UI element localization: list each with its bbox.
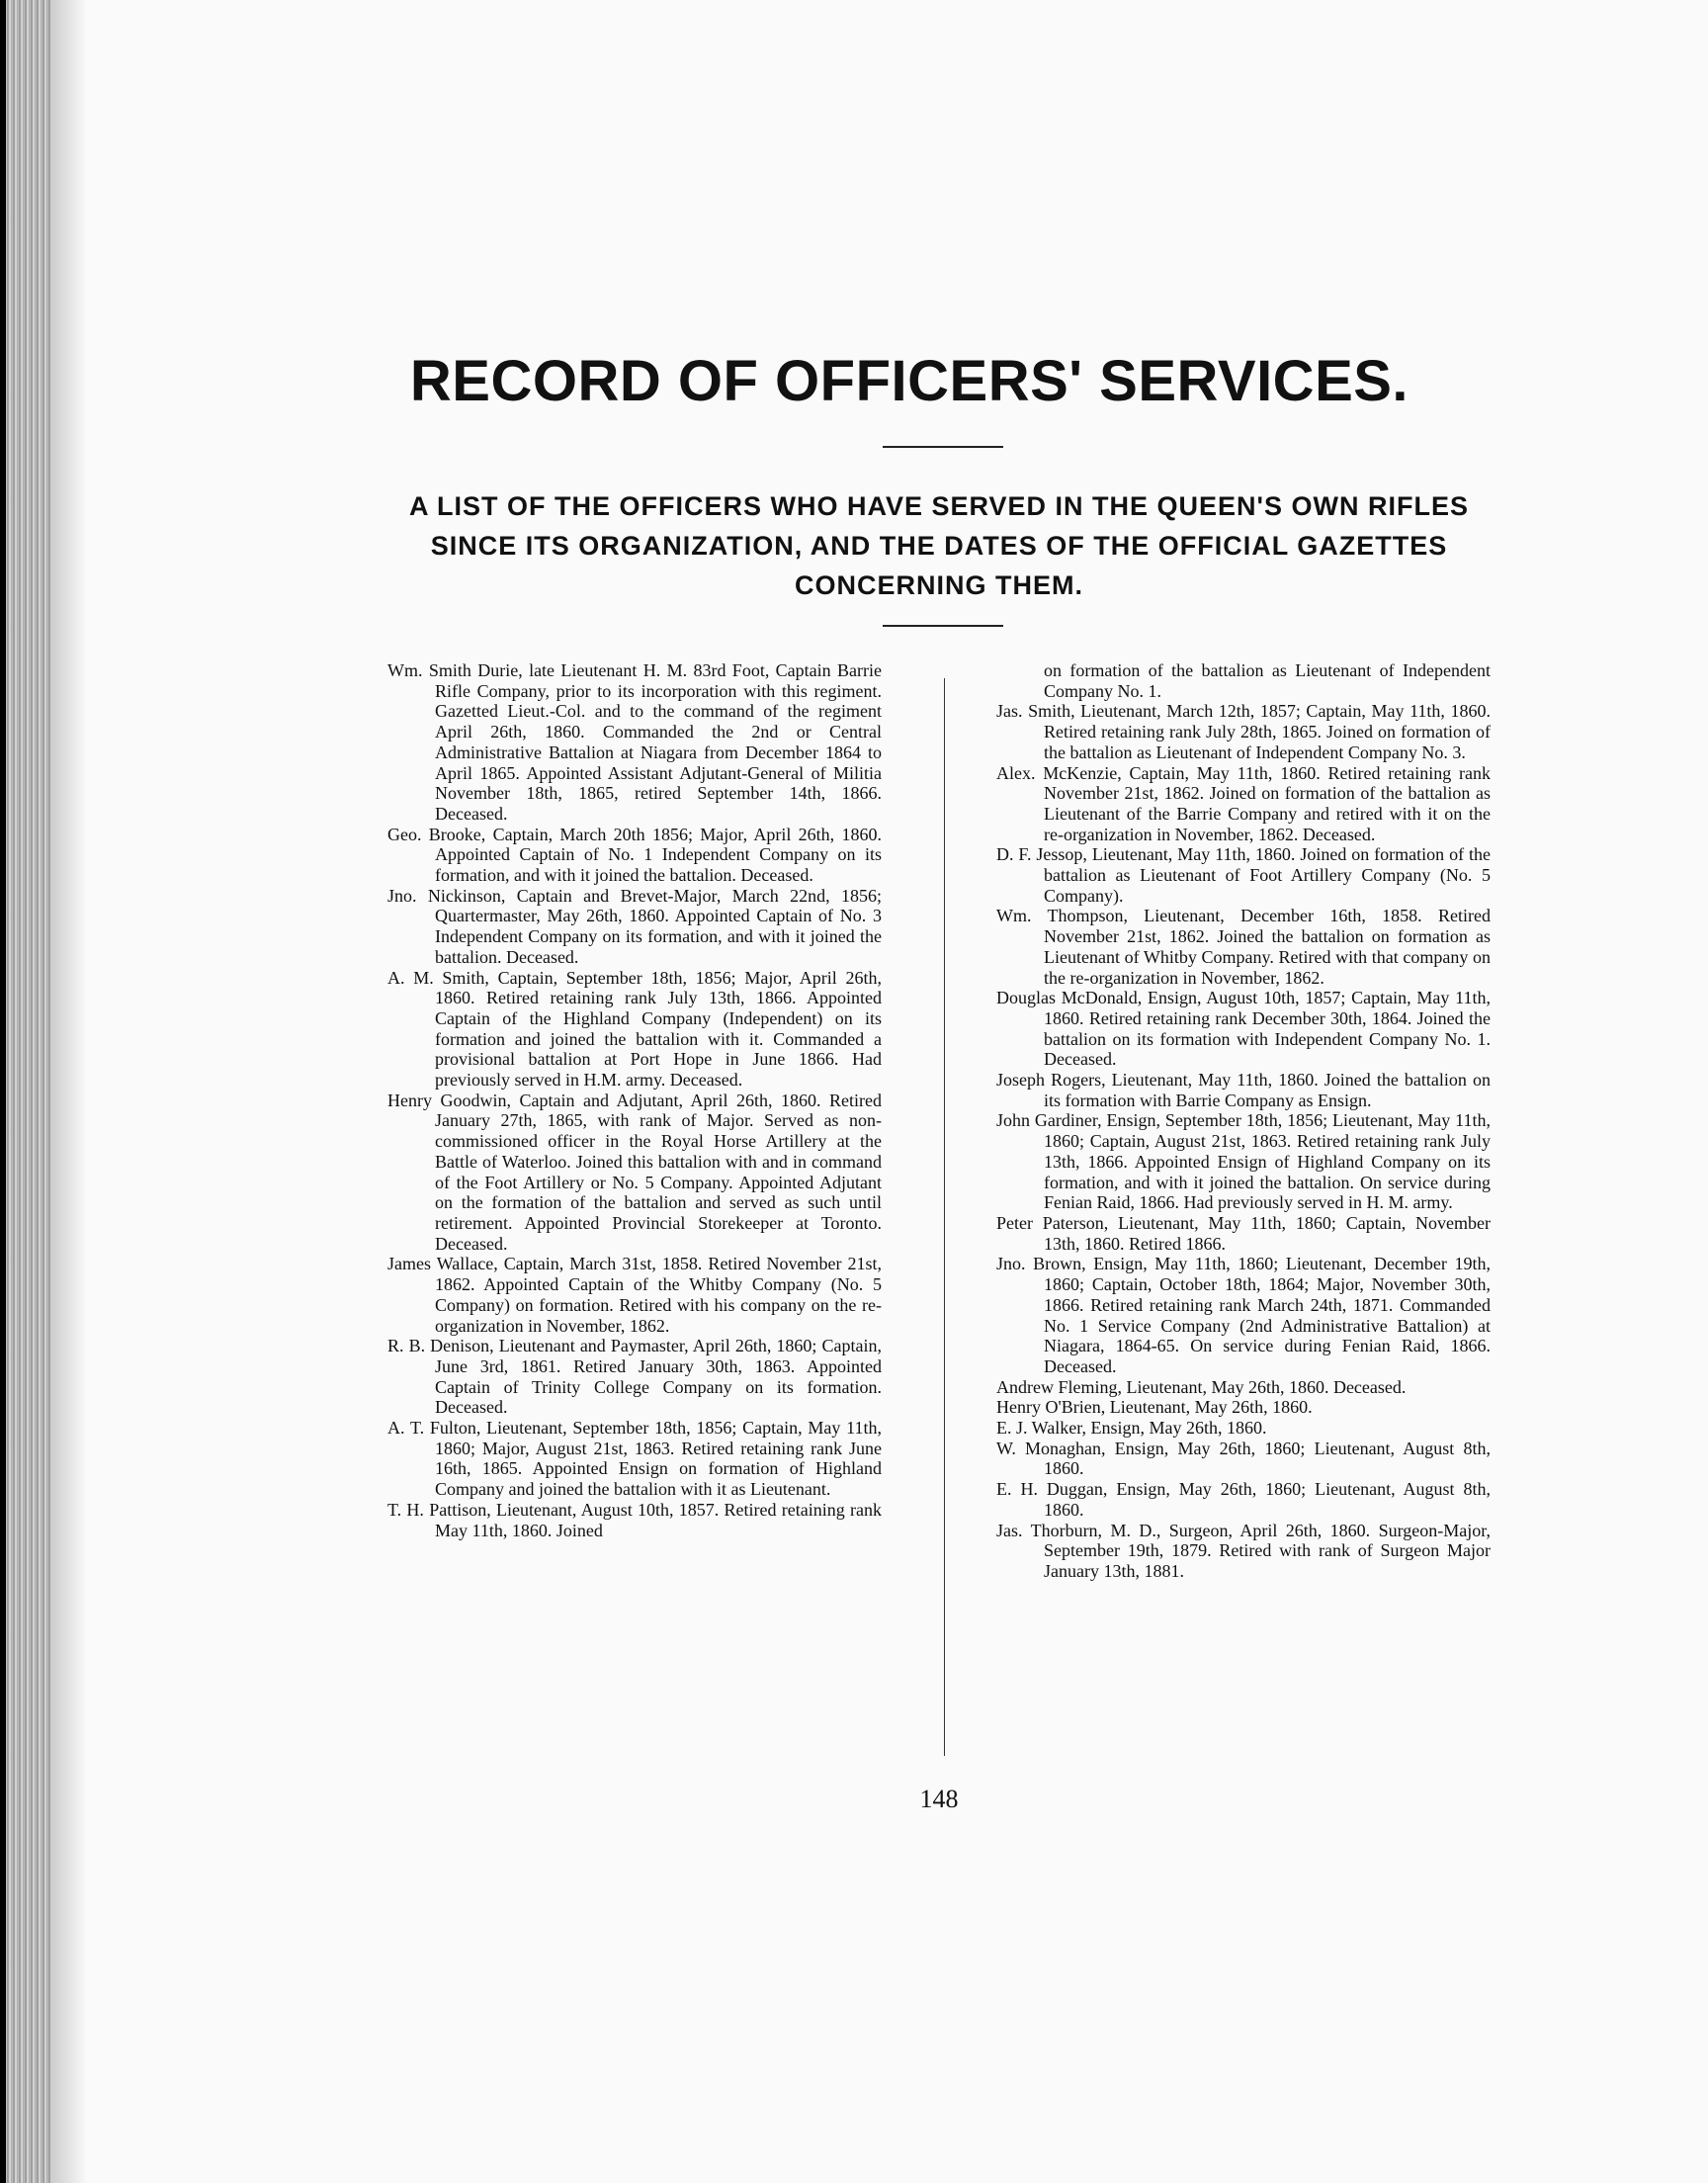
officer-entry: A. T. Fulton, Lieutenant, September 18th, 1856; Captain, May 11th, 1860; Major, August 21st, 1863. Retired retaining rank June 16th, 1865. Appointed Ensign on formation of Highland Company and joined the battalion with it as Lieutenant. [387, 1418, 882, 1500]
officer-entry: Jas. Thorburn, M. D., Surgeon, April 26th, 1860. Surgeon-Major, September 19th, 1879. Retired with rank of Surgeon Major January 13th, 1881. [996, 1520, 1491, 1581]
officer-entry: Jno. Nickinson, Captain and Brevet-Major, March 22nd, 1856; Quartermaster, May 26th, 1860. Appointed Captain of No. 3 Independent Company on its formation, and with it joined the battalion. Deceased. [387, 885, 882, 967]
officer-entry: John Gardiner, Ensign, September 18th, 1856; Lieutenant, May 11th, 1860; Captain, August 21st, 1863. Retired retaining rank July 13th, 1866. Appointed Ensign of Highland Company on its formation, and with it joined the battalion. On service during Fenian Raid, 1866. Had previously served in H. M. army. [996, 1110, 1491, 1213]
column-divider [944, 678, 945, 1756]
officer-entry: Wm. Smith Durie, late Lieutenant H. M. 83rd Foot, Captain Barrie Rifle Company, prior to its incorporation with this regiment. Gazetted Lieut.-Col. and to the command of the regiment April 26th, 1860. Commanded the 2nd or Central Administrative Battalion at Niagara from December 1864 to April 1865. Appointed Assistant Adjutant-General of Militia November 18th, 1865, retired September 14th, 1866. Deceased. [387, 660, 882, 824]
right-column [996, 660, 1491, 1582]
gutter-shadow [51, 0, 87, 2183]
officer-entry: A. M. Smith, Captain, September 18th, 1856; Major, April 26th, 1860. Retired retaining rank July 13th, 1866. Appointed Captain of the Highland Company (Independent) on its formation and joined the battalion with it. Commanded a provisional battalion at Port Hope in June 1866. Had previously served in H.M. army. Deceased. [387, 967, 882, 1091]
page-edge [6, 0, 51, 2183]
officer-entry: Jas. Smith, Lieutenant, March 12th, 1857; Captain, May 11th, 1860. Retired retaining rank July 28th, 1865. Joined on formation of the battalion as Lieutenant of Independent Company No. 3. [996, 701, 1491, 762]
subtitle-rule [883, 625, 1003, 627]
officer-entry: T. H. Pattison, Lieutenant, August 10th, 1857. Retired retaining rank May 11th, 1860. Joined [387, 1499, 882, 1540]
officer-entry: Geo. Brooke, Captain, March 20th 1856; Major, April 26th, 1860. Appointed Captain of No. 1 Independent Company on its formation, and with it joined the battalion. Deceased. [387, 824, 882, 886]
officer-entry: E. H. Duggan, Ensign, May 26th, 1860; Lieutenant, August 8th, 1860. [996, 1479, 1491, 1520]
officer-entry: Alex. McKenzie, Captain, May 11th, 1860. Retired retaining rank November 21st, 1862. Joined on formation of the battalion as Lieutenant of the Barrie Company and retired with it on the re-organization in November, 1862. Deceased. [996, 762, 1491, 844]
officer-entry: W. Monaghan, Ensign, May 26th, 1860; Lieutenant, August 8th, 1860. [996, 1438, 1491, 1479]
officer-entry: Jno. Brown, Ensign, May 11th, 1860; Lieutenant, December 19th, 1860; Captain, October 18th, 1864; Major, November 30th, 1866. Retired retaining rank March 24th, 1871. Commanded No. 1 Service Company (2nd Administrative Battalion) at Niagara, 1864-65. On service during Fenian Raid, 1866. Deceased. [996, 1254, 1491, 1376]
officer-entry: Joseph Rogers, Lieutenant, May 11th, 1860. Joined the battalion on its formation with Barrie Company as Ensign. [996, 1070, 1491, 1110]
officer-entry: Wm. Thompson, Lieutenant, December 16th, 1858. Retired November 21st, 1862. Joined the battalion on formation as Lieutenant of Whitby Company. Retired with that company on the re-organization in November, 1862. [996, 906, 1491, 988]
title-rule [883, 446, 1003, 448]
entry-continuation: on formation of the battalion as Lieutenant of Independent Company No. 1. [1044, 660, 1491, 701]
officer-entry: Douglas McDonald, Ensign, August 10th, 1857; Captain, May 11th, 1860. Retired retaining rank December 30th, 1864. Joined the battalion on its formation with Independent Company No. 1. Deceased. [996, 988, 1491, 1070]
officer-entry: Peter Paterson, Lieutenant, May 11th, 1860; Captain, November 13th, 1860. Retired 1866. [996, 1212, 1491, 1254]
officer-entry: R. B. Denison, Lieutenant and Paymaster, April 26th, 1860; Captain, June 3rd, 1861. Retired January 30th, 1863. Appointed Captain of Trinity College Company on its formation. Deceased. [387, 1336, 882, 1418]
officer-entry: Henry O'Brien, Lieutenant, May 26th, 1860. [996, 1397, 1313, 1418]
officer-entry: E. J. Walker, Ensign, May 26th, 1860. [996, 1418, 1267, 1439]
officer-entry: James Wallace, Captain, March 31st, 1858. Retired November 21st, 1862. Appointed Captain of the Whitby Company (No. 5 Company) on formation. Retired with his company on the re-organization in November, 1862. [387, 1254, 882, 1336]
officer-entry: Henry Goodwin, Captain and Adjutant, April 26th, 1860. Retired January 27th, 1865, with rank of Major. Served as non-commissioned officer in the Royal Horse Artillery at the Battle of Waterloo. Joined this battalion with and in command of the Foot Artillery or No. 5 Company. Appointed Adjutant on the formation of the battalion and served as such until retirement. Appointed Provincial Storekeeper at Toronto. Deceased. [387, 1090, 882, 1254]
page-subtitle: A LIST OF THE OFFICERS WHO HAVE SERVED IN THE QUEEN'S OWN RIFLES SINCE ITS ORGANIZATION, AND THE DATES OF THE OFFICIAL GAZETTES CONCERNING THEM. [409, 491, 1469, 600]
page-number: 148 [919, 1785, 959, 1813]
officer-entry: D. F. Jessop, Lieutenant, May 11th, 1860. Joined on formation of the battalion as Lieutenant of Foot Artillery Company (No. 5 Company). [996, 844, 1491, 906]
page-title: RECORD OF OFFICERS' SERVICES. [409, 349, 1409, 413]
officer-entry: Andrew Fleming, Lieutenant, May 26th, 1860. Deceased. [996, 1376, 1407, 1397]
left-column [387, 660, 882, 1540]
